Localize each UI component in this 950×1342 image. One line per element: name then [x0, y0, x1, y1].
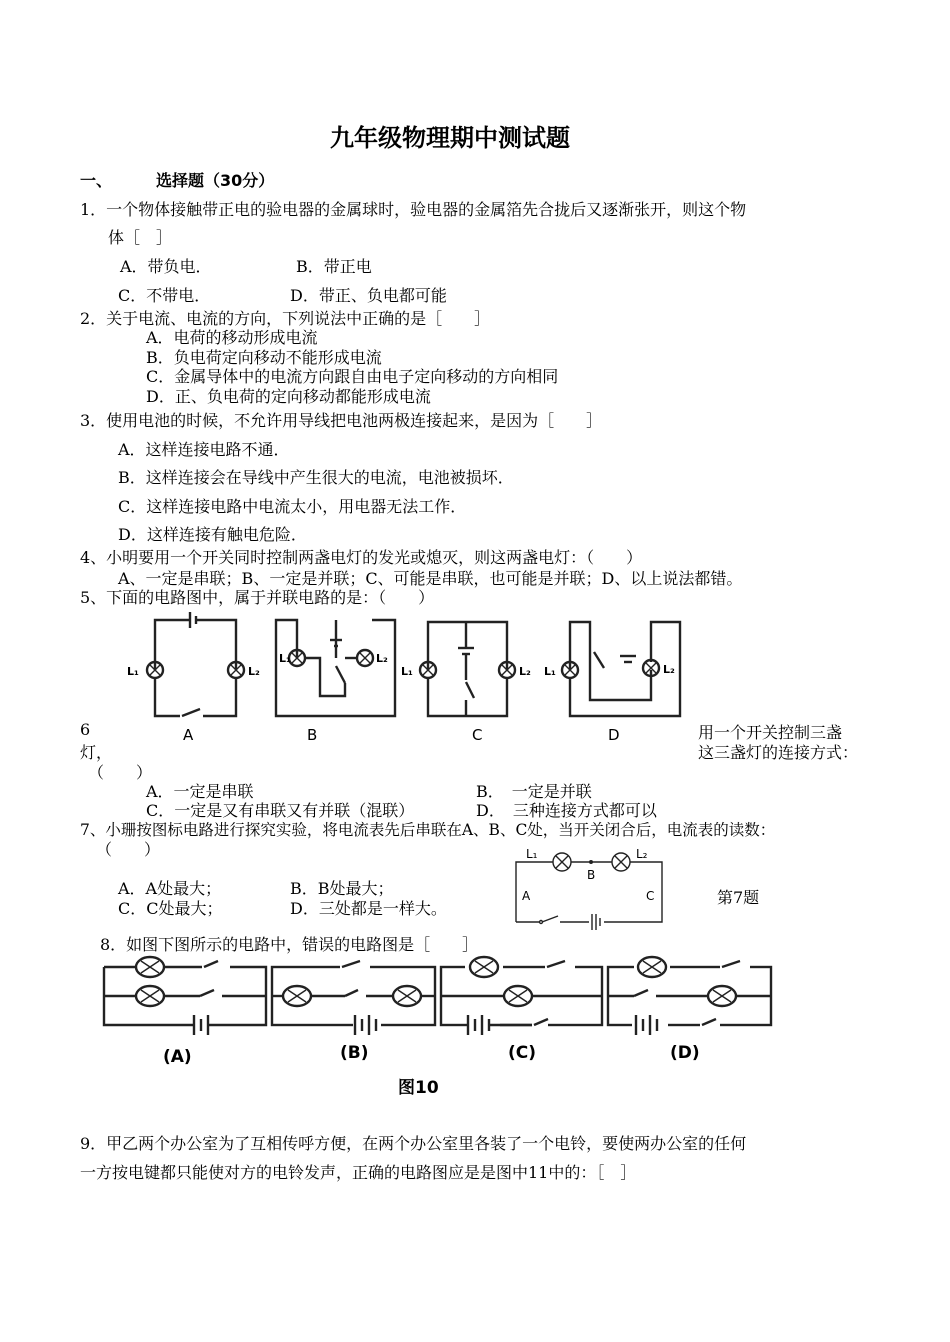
q2-option-b: B．负电荷定向移动不能形成电流 — [146, 348, 382, 367]
section-label: 选择题（30分） — [156, 171, 275, 190]
q5-d-l1: L₁ — [544, 665, 556, 678]
q6-stem-right2: 这三盏灯的连接方式： — [698, 743, 859, 762]
q7-fig-l2: L₂ — [636, 847, 648, 861]
q7-fig-l1: L₁ — [526, 847, 538, 861]
q5-a-l2: L₂ — [248, 665, 260, 678]
q9-line2: 一方按电键都只能使对方的电铃发声，正确的电路图应是是图中11中的：［ ］ — [80, 1163, 637, 1182]
q3-option-a: A．这样连接电路不通． — [118, 440, 290, 459]
q6-option-a: A．一定是串联 — [146, 782, 254, 801]
q8-circuit-a — [104, 957, 266, 1035]
q7-option-c: C．C处最大； — [118, 899, 223, 918]
q3-option-d: D．这样连接有触电危险． — [118, 525, 307, 544]
q1-option-c: C．不带电． — [118, 286, 211, 305]
q5-stem: 5、下面的电路图中，属于并联电路的是：（ ） — [80, 588, 435, 607]
q7-stem: 7、小珊按图标电路进行探究实验，将电流表先后串联在A、B、C处，当开关闭合后，电流表的读数： — [80, 821, 776, 839]
page-title: 九年级物理期中测试题 — [330, 124, 570, 152]
q8-label-a: (A) — [163, 1047, 192, 1067]
q6-stem-right1: 用一个开关控制三盏 — [698, 723, 843, 742]
q7-paren: （ ） — [96, 840, 161, 859]
q6-stem-left2: 灯， — [80, 743, 113, 762]
q4-options: A、一定是串联；B、一定是并联；C、可能是串联，也可能是并联；D、以上说法都错。 — [118, 569, 743, 588]
q8-figure-label: 图10 — [398, 1078, 439, 1098]
q8-label-b: (B) — [340, 1043, 369, 1063]
q5-label-a: A — [183, 726, 194, 744]
q8-stem: 8．如图下图所示的电路中，错误的电路图是［ ］ — [100, 935, 479, 954]
q9-line1: 9．甲乙两个办公室为了互相传呼方便，在两个办公室里各装了一个电铃，要使两办公室的任何 — [80, 1134, 747, 1153]
q5-b-l1: L₁ — [279, 652, 291, 665]
q1-stem-line2: 体［ ］ — [108, 228, 173, 247]
q4-stem: 4、小明要用一个开关同时控制两盏电灯的发光或熄灭，则这两盏电灯：（ ） — [80, 548, 643, 567]
q7-option-b: B．B处最大； — [290, 879, 394, 898]
q2-option-d: D．正、负电荷的定向移动都能形成电流 — [146, 387, 431, 406]
q5-label-b: B — [307, 726, 318, 744]
q6-paren: （ ） — [88, 763, 153, 782]
q3-option-b: B．这样连接会在导线中产生很大的电流，电池被损坏． — [118, 468, 514, 487]
q7-fig-c: C — [646, 889, 655, 903]
q6-option-c: C．一定是又有串联又有并联（混联） — [146, 801, 415, 820]
q8-label-d: (D) — [670, 1043, 700, 1063]
q6-option-d: D． 三种连接方式都可以 — [476, 801, 657, 820]
q3-stem: 3．使用电池的时候，不允许用导线把电池两极连接起来，是因为［ ］ — [80, 411, 603, 430]
q6-option-b: B． 一定是并联 — [476, 782, 592, 801]
q5-b-l2: L₂ — [376, 652, 388, 665]
section-number: 一、 — [80, 171, 113, 190]
q8-circuit-c — [441, 957, 602, 1035]
q1-option-a: A．带负电． — [120, 257, 212, 276]
q7-option-d: D．三处都是一样大。 — [290, 899, 447, 918]
q8-circuit-b — [272, 961, 435, 1035]
q8-label-c: (C) — [508, 1043, 537, 1063]
q5-d-l2: L₂ — [663, 663, 675, 676]
q5-label-d: D — [608, 726, 620, 744]
q7-caption: 第7题 — [717, 888, 760, 907]
q5-c-l2: L₂ — [519, 665, 531, 678]
q1-stem-line1: 1．一个物体接触带正电的验电器的金属球时，验电器的金属箔先合拢后又逐渐张开，则这个物 — [80, 200, 747, 219]
q5-a-l1: L₁ — [127, 665, 139, 678]
q7-option-a: A．A处最大； — [118, 879, 222, 898]
q5-c-l1: L₁ — [401, 665, 413, 678]
q2-option-a: A．电荷的移动形成电流 — [146, 328, 318, 347]
q6-number: 6 — [80, 720, 91, 739]
q1-option-b: B．带正电 — [296, 257, 372, 276]
q5-label-c: C — [472, 726, 483, 744]
q7-fig-b: B — [587, 868, 596, 882]
q1-option-d: D．带正、负电都可能 — [290, 286, 447, 305]
q2-option-c: C．金属导体中的电流方向跟自由电子定向移动的方向相同 — [146, 367, 559, 386]
q8-circuit-d — [608, 957, 771, 1035]
q7-fig-a: A — [522, 889, 531, 903]
q3-option-c: C．这样连接电路中电流太小，用电器无法工作． — [118, 497, 467, 516]
q2-stem: 2．关于电流、电流的方向，下列说法中正确的是［ ］ — [80, 309, 491, 328]
